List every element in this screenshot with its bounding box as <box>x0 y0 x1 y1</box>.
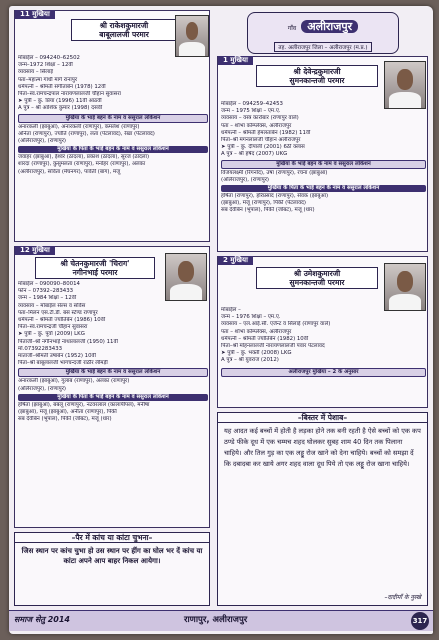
info-line: धर्मपत्नी – श्रीमती ज्योतिबेन (1986) 10वीं <box>18 317 106 324</box>
info-line: मोबाईल – 090090–80014 <box>18 281 80 287</box>
page-number: 317 <box>411 612 429 630</box>
info-line: मोबाईल – <box>221 307 241 313</box>
entry-right-bottom <box>217 256 428 408</box>
magazine-page <box>9 6 433 634</box>
city-header <box>247 12 399 54</box>
magazine-title: समाज सेतु 2014 <box>14 615 71 624</box>
tip-signature: –दादीमाँ के नुस्खे <box>384 594 421 601</box>
info-line: धर्मपत्नी – श्रीमती संगीताबेन (1978) 12वीं <box>18 83 106 90</box>
entry-tag: 11 मुखिया <box>15 10 55 19</box>
name-box <box>71 19 177 41</box>
info-line: जन्म – 1975 शिक्षा – एम.ए. <box>221 108 281 115</box>
tip-heading: –पैर में कांच या कांटा चुभना– <box>15 533 209 543</box>
info-line: पता – शोभा कॉम्प्लेक्स, अलीराजपुर <box>221 328 292 335</box>
siblings-heading: मुखिया के भाई बहन के नाम व ससुराल लोकेशन <box>221 160 426 169</box>
info-line: जवाहर (झाबुआ), ईश्वर (ठांदला), प्रकाश (ठांदला), सूरज (ठांदला) <box>18 154 150 161</box>
info-line: A पुत्र – श्री आशिक कुमार (1998) दसवीं <box>18 105 103 112</box>
city-title: अलीराजपुर <box>301 20 358 33</box>
entry-right-top <box>217 56 428 252</box>
tip-text: जिस स्थान पर कांच चुभा हो उस स्थान पर हींग का घोल भर दें कांच या कांटा अपने आप बाहर निकल आयेगा। <box>21 547 203 565</box>
info-line: धर्मपत्नी – श्रीमती ज्योतिबेन (1982) 10वीं <box>221 335 309 342</box>
siblings-heading: मुखिया के भाई बहन के नाम व ससुराल लोकेशन <box>18 368 208 377</box>
name-line-2: सुमनकान्तजी परमार <box>289 278 345 287</box>
tip-glass-thorn <box>14 532 210 606</box>
info-line: ➤ पुत्री – कु. पूर्वा (2009) LKG <box>18 331 85 338</box>
tip-bedwetting <box>217 412 428 606</box>
reference-note: अलीराजपुर मुखिया – 2 के अनुसार <box>221 368 426 377</box>
info-line: हर्षिता (झाबुआ), बबलू (राणापुर), नटवरलाल (कालापीपल), मनीषा <box>18 401 150 408</box>
tip-text: यह आदत कई बच्चों में होती है लड़का होने तक बनी रहती है ऐसे बच्चों को एक कप ठण्डे फीके दूध में एक चम्मच शहद घोलकर सुबह शाम 40 दिन तक पिलाना चाहिये। और तिल गुड़ का एक लड्डू रोज खाने को देना चाहिये। बच्चों को समझा दें कि दबादबा कर खाये अगर शहद वाला दूध पिये तो एक लड्डू रोज खाना चाहिये। <box>224 427 421 468</box>
info-line: पता–महात्मा गांधी मार्ग रानापुर <box>18 76 78 83</box>
info-line: जन्म – 1976 शिक्षा – एम.ए. <box>221 314 281 321</box>
name-line-1: श्री उमेशकुमारजी <box>293 269 341 278</box>
info-line: (अलिराजपुर), (राणापुर) <box>18 385 67 392</box>
info-line: सब देवीबेन (भूपाल), पिंकी (जोबट), मंजू (धार) <box>221 207 315 214</box>
entry-tag: 1 मुखिया <box>218 56 253 65</box>
father-siblings-heading: मुखिया के पिता के भाई बहन के नाम व ससुराल लोकेशन <box>18 146 208 153</box>
tip-heading: –बिस्तर में पेशाब– <box>218 413 427 423</box>
father-siblings-heading: मुखिया के पिता के भाई बहन के नाम व ससुराल लोकेशन <box>18 394 208 401</box>
city-subtitle: तह. अलीराजपुर जिला – अलीराजपुर (म.प्र.) <box>274 42 371 52</box>
name-box <box>35 257 155 279</box>
info-line: व्यवसाय – सिलाई <box>18 69 53 76</box>
footer-location: राणापुर, अलीराजपुर <box>184 615 248 625</box>
info-line: पिताजी–श्री नगीनभाई नाथालालजी (1950) 11वीं <box>18 338 118 345</box>
info-line: विजयलक्ष्मी (रिंगनोद), उषा (राणापुर), रचना (झाबुआ) <box>221 169 328 176</box>
info-line: A पुत्र – श्री हर्षद (2007) UKG <box>221 151 288 158</box>
info-line: अनारकली (झाबुआ), गुलाब (राणापुर), अलका (राणापुर) <box>18 378 130 385</box>
info-line: पिता–श्री मोहनलालजी नारायणलालजी पंवार पेटलावद <box>221 343 325 350</box>
father-siblings-heading: मुखिया के पिता के भाई बहन के नाम व ससुराल लोकेशन <box>221 185 426 192</box>
info-line: पिता–स्व.रामचन्द्रजी चौहान सुवासरा <box>18 324 88 331</box>
siblings-heading: मुखिया के भाई बहन के नाम व ससुराल लोकेशन <box>18 114 208 123</box>
info-line: मो.07392283433 <box>18 345 63 352</box>
name-line-2: बाबूलालजी परमार <box>99 30 149 39</box>
info-line: पता – शोभा कॉम्प्लेक्स, अलीराजपुर <box>221 122 292 129</box>
entry-tag: 2 मुखिया <box>218 256 253 265</box>
info-line: व्यवसाय – वस्त्र कारोबार (राणापुर वाले) <box>221 115 299 122</box>
name-line-2: नगीनभाई परमार <box>72 268 118 277</box>
info-line: ➤ पुत्री – कु. दीपाली (2001) 6ठी क्लास <box>221 144 305 151</box>
info-line: (झाबुआ), मंजू (राणापुर), पिंकी (पेटलावद) <box>221 200 307 207</box>
info-line: व्यवसाय – मोबाईल सेल्स व सर्विस <box>18 302 86 309</box>
info-line: A पुत्र – श्री युवराज (2012) <box>221 357 279 364</box>
info-line: सब देवीबेन (भूपाल), पिंकी (जोबट), मंजू (धार) <box>18 416 112 423</box>
info-line: पिता–श्री मगनलालजी चौहान अलीराजपुर <box>221 137 301 144</box>
entry-left-top <box>14 10 210 242</box>
info-line: मोबाईल – 094259–42453 <box>221 101 283 107</box>
info-line: (अलिराजपुर), (राणापुर) <box>18 138 67 145</box>
info-line: हर्षिता (राणापुर), हरिप्रसाद (राणापुर), सेवक (झाबुआ) <box>221 193 329 200</box>
name-line-1: श्री चेतनकुमारजी 'चिराग' <box>60 259 130 268</box>
page-footer <box>9 610 433 631</box>
info-line: माताजी–श्रीमती उषाबेन (1952) 10वीं <box>18 353 96 360</box>
info-line: धर्मपत्नी – श्रीमती हेमलताबेन (1982) 11वीं <box>221 129 311 136</box>
info-line: मोबाईल – 094240–62502 <box>18 55 80 61</box>
info-line: पिता–स्व.रामचन्द्रपाल नारायणलालजी चौहान सुवासरा <box>18 91 121 98</box>
info-line: पता–मिलन एस.टी.डी. बस स्टेण्ड राणापुर <box>18 309 98 316</box>
info-line: पिता–श्री बाबूलालजी भागचन्दजी राठौर लीमड़ी <box>18 360 108 367</box>
portrait-photo <box>384 263 426 311</box>
name-box <box>256 267 378 289</box>
city-prefix: गाँव <box>287 25 297 32</box>
info-line: व्यवसाय – एल.आई.सी. एजेन्ट व सिलाई (राणापुर वाले) <box>221 321 331 328</box>
info-line: शारदा (राणापुर), कुसुमलता (राणापुर), मनोहर (राणापुर), अलका <box>18 161 146 168</box>
portrait-photo <box>175 15 209 57</box>
info-line: ➤ पुत्री – कु. प्रिया (1996) 11वीं आठवीं <box>18 98 102 105</box>
info-line: ➤ पुत्री – कु. भक्ती (2008) LKG <box>221 350 292 357</box>
info-line: जन्म–1972 शिक्षा – 12वीं <box>18 62 73 69</box>
name-line-1: श्री राकेशकुमारजी <box>99 21 149 30</box>
name-line-2: सुमनकान्तजी परमार <box>289 76 345 85</box>
info-line: (अलिराजपुर), (राणापुर) <box>221 176 270 183</box>
entry-tag: 12 मुखिया <box>15 246 55 255</box>
info-line: फोन – 07392–283433 <box>18 288 74 295</box>
info-line: (अलीराजपुर), सविता (मेघनगर), पार्वती (बाग), मंजू <box>18 168 121 175</box>
info-line: अनिता (राणापुर), ज्योति (राणापुर), लता (पेटलावद), रेखा (पेटलावद) <box>18 130 155 137</box>
name-box <box>256 65 378 87</box>
info-line: (झाबुआ), मंजू (झाबुआ), अनीता (राणापुर), पिंकी <box>18 409 117 416</box>
info-line: अनारकली (झाबुआ), अनारकली (राणापुर), कमलेश (राणापुर) <box>18 123 140 130</box>
entry-left-bottom <box>14 246 210 528</box>
info-line: जन्म – 1984 शिक्षा – 12वीं <box>18 295 77 302</box>
name-line-1: श्री देवेन्द्रकुमारजी <box>293 67 341 76</box>
